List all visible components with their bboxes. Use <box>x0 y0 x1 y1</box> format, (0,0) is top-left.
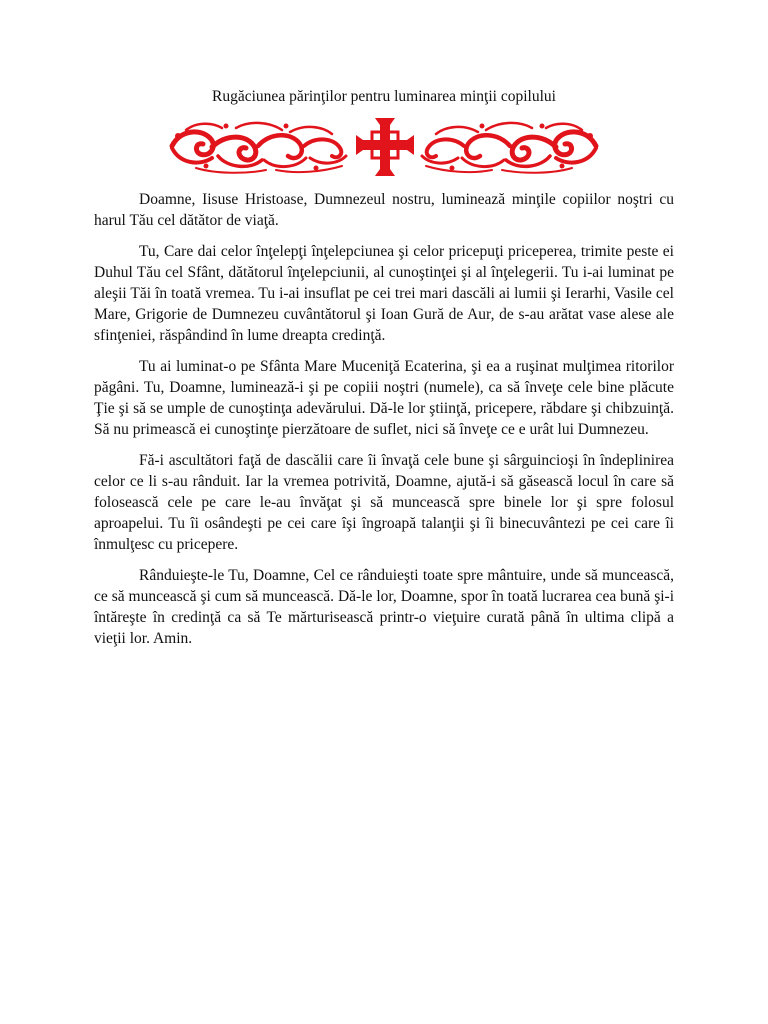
paragraph-4: Fă-i ascultători faţă de dascălii care îi învaţă cele bune şi sârguincioşi în îndeplinirea celor ce li s-au rânduit. Iar la vremea potrivită, Doamne, ajută-i să găsească locul în care să folosească cele pe care le-au învăţat şi să muncească spre binele lor şi spre folosul aproapelui. Tu îi osândeşti pe cei care îşi îngroapă talanţii şi îi binecuvântezi pe cei care îi înmulţesc cu pricepere. <box>94 452 674 553</box>
paragraph-2: Tu, Care dai celor înţelepţi înţelepciunea şi celor pricepuţi priceperea, trimite peste ei Duhul Tău cel Sfânt, dătătorul înţelepciunii, al cunoştinţei şi al înţelegerii. Tu i-ai luminat pe aleşii Tăi în toată vremea. Tu i-ai insuflat pe cei trei mari dascăli ai lumii şi Ierarhi, Vasile cel Mare, Grigorie de Dumnezeu cuvântătorul şi Ioan Gură de Aur, de s-au arătat vase alese ale sfinţeniei, răspândind în lume dreapta credinţă. <box>94 243 674 344</box>
paragraph-5: Rânduieşte-le Tu, Doamne, Cel ce rânduieşti toate spre mântuire, unde să muncească, ce să muncească şi cum să muncească. Dă-le lor, Doamne, spor în toată lucrarea cea bună şi-i întăreşte în credinţă ca să Te mărturisească printr-o vieţuire curată până în ultima clipă a vieţii lor. Amin. <box>94 567 674 647</box>
prayer-title: Rugăciunea părinţilor pentru luminarea minţii copilului <box>212 88 556 105</box>
paragraph-3: Tu ai luminat-o pe Sfânta Mare Muceniţă Ecaterina, şi ea a ruşinat mulţimea ritorilor păgâni. Tu, Doamne, luminează-i şi pe copiii noştri (numele), ca să înveţe cele bine plăcute Ţie şi să se umple de cunoştinţa adevărului. Dă-le lor ştiinţă, pricepere, răbdare şi chibzuinţă. Să nu primească ei cunoştinţe pierzătoare de suflet, nici să înveţe ce e urât lui Dumnezeu. <box>94 358 674 438</box>
prayer-body <box>94 189 674 659</box>
paragraph-1: Doamne, Iisuse Hristoase, Dumnezeul nostru, luminează minţile copiilor noştri cu harul Tău cel dătător de viaţă. <box>94 191 674 229</box>
red-cross-ornament-icon <box>166 116 602 178</box>
